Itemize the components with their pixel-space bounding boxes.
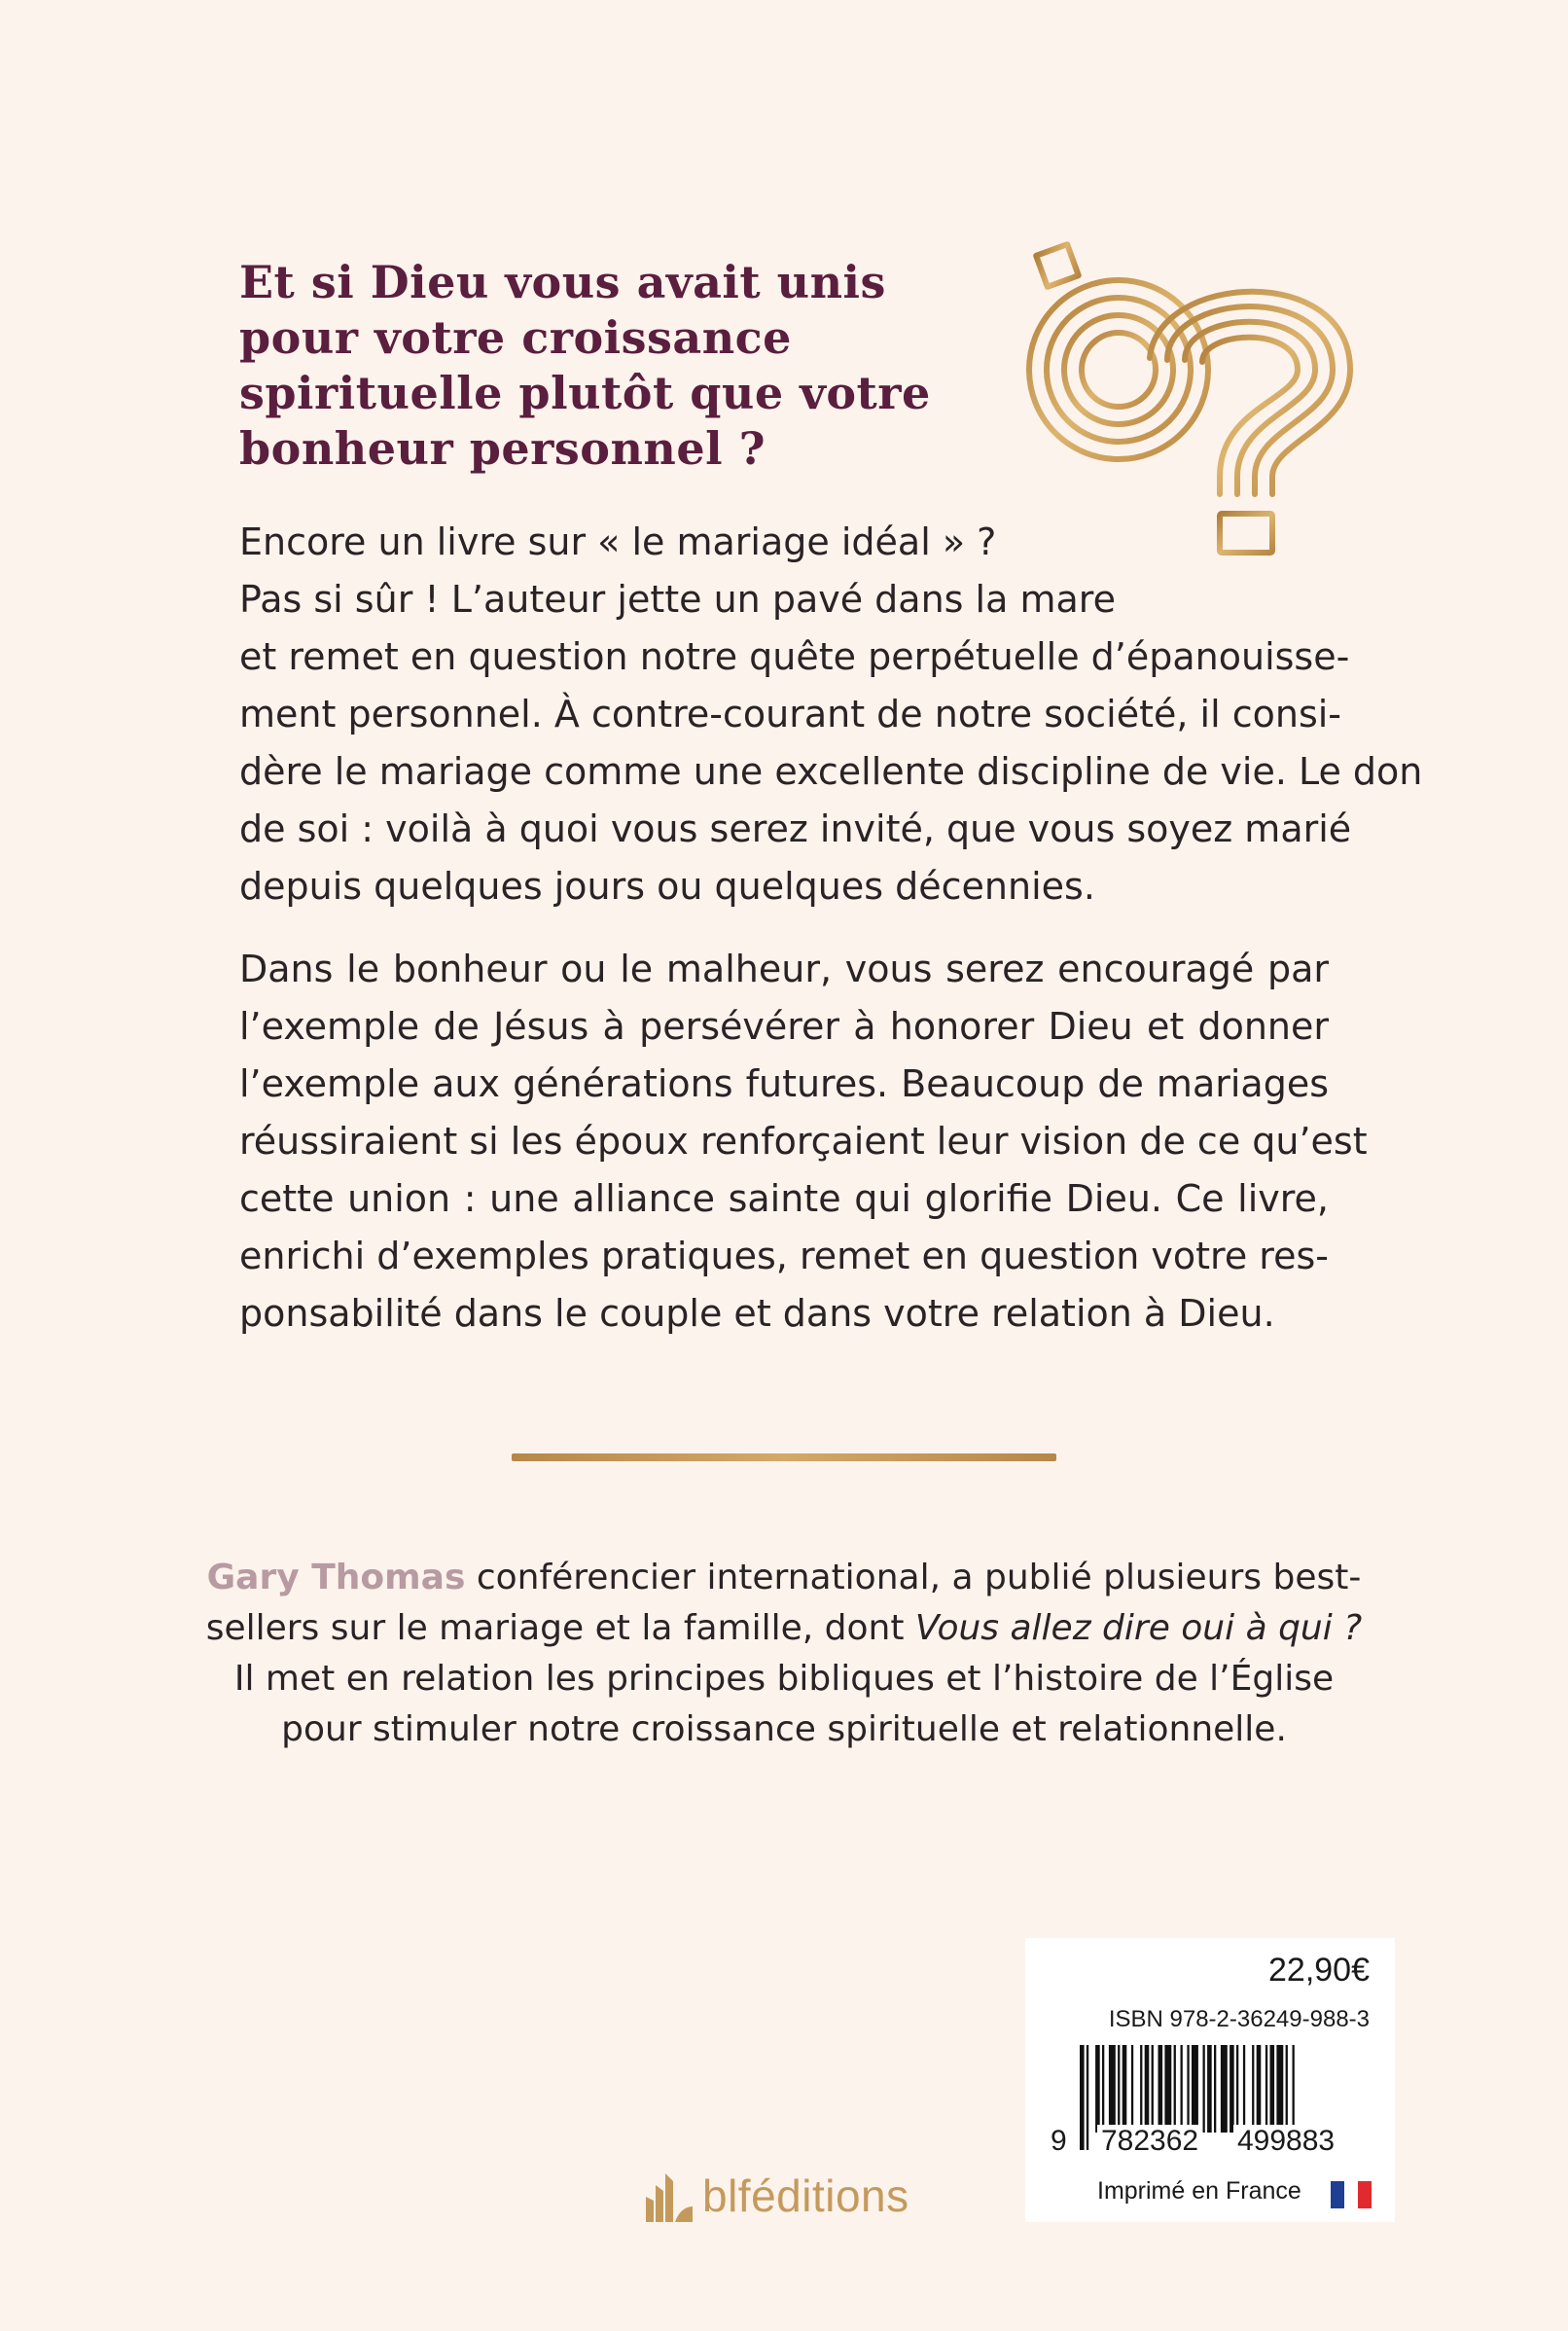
barcode-digits-right: 499883 <box>1233 2125 1338 2158</box>
bio-line: pour stimuler notre croissance spirituelle et relationnelle. <box>281 1709 1287 1749</box>
headline-line: Et si Dieu vous avait unis <box>239 256 886 308</box>
barcode-bar <box>1181 2045 1183 2133</box>
barcode-bar <box>1152 2045 1154 2133</box>
text-line: ponsabilité dans le couple et dans votre relation à Dieu. <box>239 1292 1275 1335</box>
text-line: depuis quelques jours ou quelques décennies. <box>239 865 1095 908</box>
text-line: réussiraient si les époux renforçaient leur vision de ce qu’est <box>239 1120 1368 1163</box>
price: 22,90€ <box>1268 1952 1370 1989</box>
barcode-digit: 9 <box>1051 2125 1067 2157</box>
barcode-digits-left: 782362 <box>1097 2125 1202 2158</box>
barcode-bar <box>1221 2045 1228 2133</box>
printed-in: Imprimé en France <box>1097 2177 1301 2205</box>
description-paragraph-1 <box>239 514 1423 915</box>
text-line: ment personnel. À contre-courant de notre société, il consi- <box>239 693 1342 735</box>
text-line: enrichi d’exemples pratiques, remet en question votre res- <box>239 1235 1329 1277</box>
barcode-bar <box>1203 2045 1205 2133</box>
text-line: l’exemple aux générations futures. Beaucoup de mariages <box>239 1062 1329 1105</box>
barcode-bar <box>1109 2045 1116 2133</box>
text-line: l’exemple de Jésus à persévérer à honorer Dieu et donner <box>239 1005 1329 1048</box>
author-name: Gary Thomas <box>206 1558 466 1597</box>
flag-stripe <box>1331 2181 1344 2208</box>
description-paragraph-2 <box>239 941 1368 1343</box>
isbn: ISBN 978-2-36249-988-3 <box>1108 2006 1370 2032</box>
barcode-bar <box>1102 2045 1104 2133</box>
barcode-bar <box>1192 2045 1198 2133</box>
publisher-name: blféditions <box>702 2170 909 2221</box>
barcode-bar <box>1265 2045 1267 2133</box>
text-line: Dans le bonheur ou le malheur, vous serez encouragé par <box>239 948 1329 990</box>
french-flag-icon <box>1331 2181 1372 2208</box>
bio-line: Il met en relation les principes bibliques et l’histoire de l’Église <box>233 1659 1335 1699</box>
book-pages-logo-icon <box>644 2168 695 2224</box>
barcode-bar <box>1145 2045 1150 2133</box>
barcode-bar <box>1276 2045 1283 2133</box>
bio-line <box>175 1553 1393 1603</box>
text-line: dère le mariage comme une excellente discipline de vie. Le don <box>239 750 1423 793</box>
barcode-bar <box>1140 2045 1142 2133</box>
barcode-bar <box>1229 2045 1234 2133</box>
barcode-bar <box>1118 2045 1120 2133</box>
bio-line <box>175 1603 1393 1654</box>
barcode-bar <box>1252 2045 1254 2133</box>
barcode-bar <box>1207 2045 1212 2133</box>
headline <box>239 255 979 477</box>
barcode-bar <box>1131 2045 1133 2133</box>
book-title: Vous allez dire oui à qui ? <box>914 1608 1363 1648</box>
gold-divider <box>512 1453 1056 1461</box>
text-line: cette union : une alliance sainte qui glorifie Dieu. Ce livre, <box>239 1177 1329 1220</box>
headline-line: spirituelle plutôt que votre <box>239 367 931 419</box>
barcode-bar <box>1214 2045 1216 2133</box>
barcode-bar <box>1270 2045 1275 2133</box>
text-line: Pas si sûr ! L’auteur jette un pavé dans la mare <box>239 578 1116 621</box>
barcode-bar <box>1087 2045 1088 2150</box>
publisher-logo <box>644 2162 909 2230</box>
price-box <box>1025 1938 1395 2222</box>
barcode-bar <box>1243 2045 1245 2133</box>
text-line: et remet en question notre quête perpétuelle d’épanouisse- <box>239 635 1350 678</box>
barcode-bar <box>1158 2045 1163 2133</box>
flag-stripe <box>1344 2181 1358 2208</box>
barcode-bar <box>1236 2045 1238 2133</box>
bio-text: sellers sur le mariage et la famille, dont <box>205 1608 915 1648</box>
headline-line: pour votre croissance <box>239 311 792 364</box>
barcode-bar <box>1080 2045 1085 2150</box>
text-line: Encore un livre sur « le mariage idéal » ? <box>239 520 997 563</box>
bio-text: conférencier international, a publié plusieurs best- <box>465 1558 1362 1597</box>
barcode-bar <box>1174 2045 1176 2133</box>
barcode-bar <box>1164 2045 1171 2133</box>
barcode-bar <box>1286 2045 1288 2133</box>
flag-stripe <box>1358 2181 1372 2208</box>
headline-line: bonheur personnel ? <box>239 422 766 475</box>
author-bio <box>175 1553 1393 1755</box>
barcode-bar <box>1095 2045 1100 2133</box>
text-line: de soi : voilà à quoi vous serez invité, que vous soyez marié <box>239 807 1352 850</box>
barcode-bar <box>1123 2045 1127 2133</box>
barcode-bar <box>1257 2045 1262 2133</box>
